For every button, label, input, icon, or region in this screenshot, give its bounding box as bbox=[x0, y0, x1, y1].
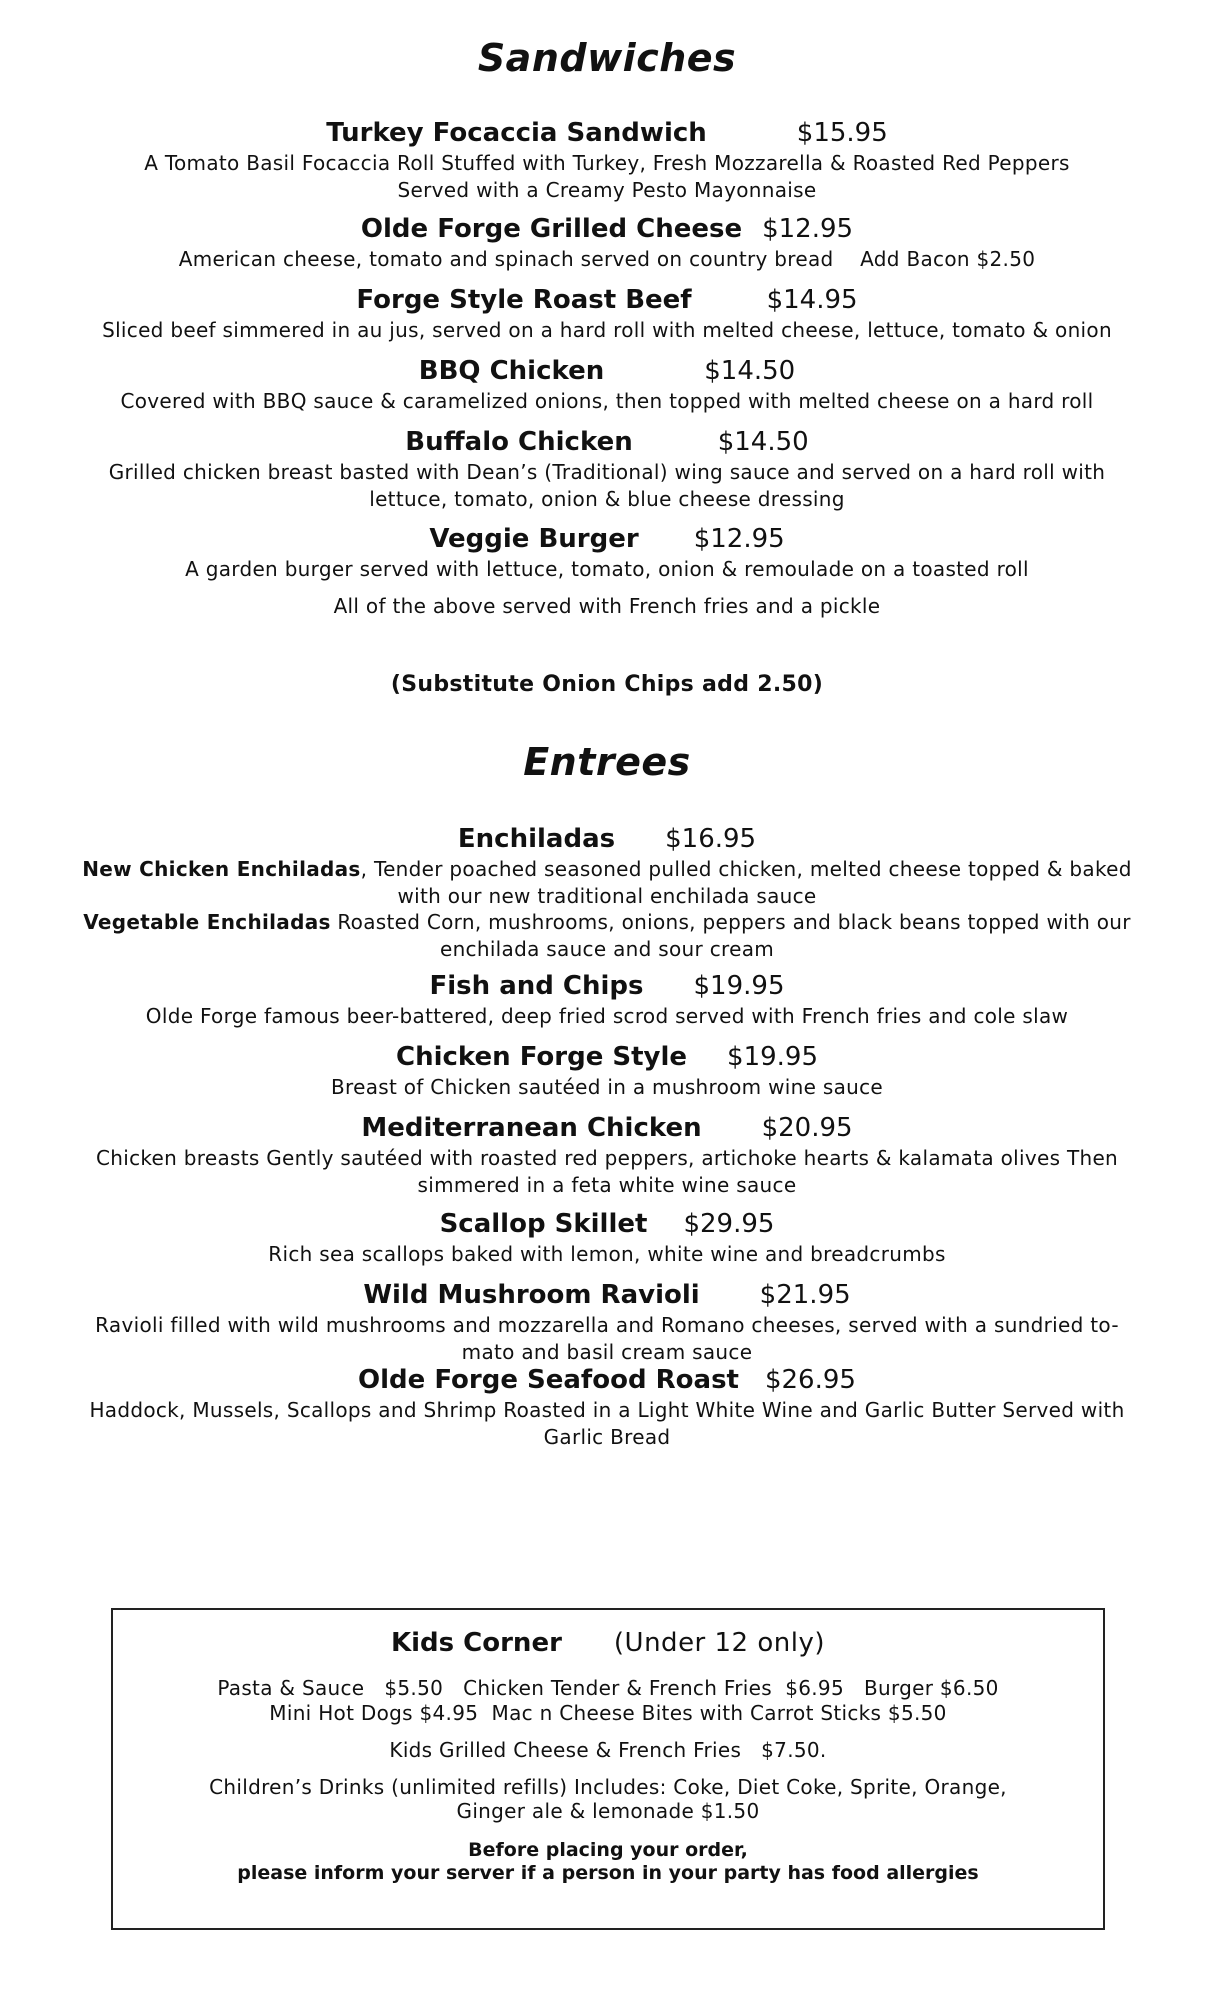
item-description: mato and basil cream sauce bbox=[461, 1339, 753, 1364]
kids-drinks-line: Ginger ale & lemonade $1.50 bbox=[456, 1799, 760, 1823]
item-description: Rich sea scallops baked with lemon, white wine and breadcrumbs bbox=[268, 1242, 946, 1266]
item-name: Forge Style Roast Beef bbox=[356, 285, 692, 315]
item-description: American cheese, tomato and spinach served on country bread Add Bacon $2.50 bbox=[178, 247, 1036, 271]
sandwiches-footnote: All of the above served with French fries and a pickle bbox=[333, 594, 881, 618]
item-name: BBQ Chicken bbox=[418, 356, 605, 386]
menu-item-buffalo-chicken bbox=[40, 425, 1174, 512]
kids-corner-header bbox=[113, 1628, 1103, 1658]
item-price: $12.95 bbox=[762, 214, 854, 244]
menu-item-seafood-roast bbox=[40, 1363, 1174, 1450]
kids-menu-line: Pasta & Sauce $5.50 Chicken Tender & French Fries $6.95 Burger $6.50 bbox=[217, 1676, 999, 1700]
menu-item-enchiladas bbox=[40, 822, 1174, 962]
item-description: Olde Forge famous beer-battered, deep fried scrod served with French fries and cole slaw bbox=[145, 1004, 1069, 1028]
item-name: Veggie Burger bbox=[429, 524, 639, 554]
item-description: A Tomato Basil Focaccia Roll Stuffed with Turkey, Fresh Mozzarella & Roasted Red Peppers bbox=[144, 151, 1070, 175]
item-description bbox=[40, 910, 1174, 936]
item-description bbox=[40, 857, 1174, 883]
kids-drinks-line: Children’s Drinks (unlimited refills) Includes: Coke, Diet Coke, Sprite, Orange, bbox=[209, 1775, 1007, 1799]
menu-item-scallop-skillet bbox=[40, 1207, 1174, 1268]
item-name: Scallop Skillet bbox=[439, 1209, 648, 1239]
allergy-notice: Before placing your order, bbox=[468, 1839, 748, 1861]
menu-item-mediterranean-chicken bbox=[40, 1111, 1174, 1198]
item-description: simmered in a feta white wine sauce bbox=[417, 1172, 797, 1197]
menu-item-chicken-forge-style bbox=[40, 1040, 1174, 1101]
item-price: $19.95 bbox=[727, 1042, 819, 1072]
item-name: Mediterranean Chicken bbox=[361, 1113, 702, 1143]
item-description: Covered with BBQ sauce & caramelized onions, then topped with melted cheese on a hard roll bbox=[120, 389, 1094, 413]
kids-corner-box bbox=[111, 1608, 1105, 1930]
section-title-sandwiches: Sandwiches bbox=[477, 36, 737, 80]
item-description: Grilled chicken breast basted with Dean’s (Traditional) wing sauce and served on a hard roll with bbox=[108, 460, 1106, 484]
menu-item-grilled-cheese bbox=[40, 212, 1174, 273]
menu-item-roast-beef bbox=[40, 283, 1174, 344]
item-description: Served with a Creamy Pesto Mayonnaise bbox=[397, 177, 817, 202]
kids-menu-line: Kids Grilled Cheese & French Fries $7.50. bbox=[389, 1738, 827, 1762]
item-description: A garden burger served with lettuce, tomato, onion & remoulade on a toasted roll bbox=[185, 557, 1029, 581]
vegetable-enchiladas-label: Vegetable Enchiladas bbox=[83, 910, 331, 934]
menu-item-bbq-chicken bbox=[40, 354, 1174, 415]
item-name: Turkey Focaccia Sandwich bbox=[326, 118, 707, 148]
section-title-entrees: Entrees bbox=[523, 740, 691, 784]
menu-item-veggie-burger bbox=[40, 522, 1174, 583]
item-price: $15.95 bbox=[796, 118, 888, 148]
item-description: Haddock, Mussels, Scallops and Shrimp Roasted in a Light White Wine and Garlic Butter Served with bbox=[89, 1398, 1125, 1422]
item-description: Sliced beef simmered in au jus, served on a hard roll with melted cheese, lettuce, tomato & onion bbox=[102, 318, 1112, 342]
item-price: $20.95 bbox=[761, 1113, 853, 1143]
item-price: $16.95 bbox=[665, 824, 757, 854]
item-price: $26.95 bbox=[764, 1365, 856, 1395]
item-price: $14.50 bbox=[717, 427, 809, 457]
kids-corner-subtitle: (Under 12 only) bbox=[613, 1628, 826, 1658]
item-name: Enchiladas bbox=[457, 824, 616, 854]
allergy-notice: please inform your server if a person in your party has food allergies bbox=[237, 1862, 979, 1884]
chicken-enchiladas-label: New Chicken Enchiladas bbox=[82, 857, 361, 881]
item-description: Ravioli filled with wild mushrooms and mozzarella and Romano cheeses, served with a sundried to- bbox=[95, 1313, 1119, 1337]
menu-item-fish-and-chips bbox=[40, 969, 1174, 1030]
item-description: Breast of Chicken sautéed in a mushroom wine sauce bbox=[330, 1075, 884, 1099]
item-name: Fish and Chips bbox=[429, 971, 644, 1001]
item-price: $12.95 bbox=[693, 524, 785, 554]
item-price: $29.95 bbox=[683, 1209, 775, 1239]
item-name: Olde Forge Grilled Cheese bbox=[360, 214, 743, 244]
item-description: with our new traditional enchilada sauce bbox=[397, 883, 817, 908]
item-description-text: Roasted Corn, mushrooms, onions, peppers and black beans topped with our bbox=[330, 910, 1131, 934]
item-description-text: , Tender poached seasoned pulled chicken, melted cheese topped & baked bbox=[360, 857, 1132, 881]
substitute-note: (Substitute Onion Chips add 2.50) bbox=[390, 672, 824, 697]
item-name: Olde Forge Seafood Roast bbox=[358, 1365, 739, 1395]
item-description: enchilada sauce and sour cream bbox=[439, 936, 775, 961]
kids-menu-line: Mini Hot Dogs $4.95 Mac n Cheese Bites with Carrot Sticks $5.50 bbox=[269, 1701, 947, 1725]
menu-item-turkey-focaccia bbox=[40, 116, 1174, 203]
menu-item-wild-mushroom-ravioli bbox=[40, 1278, 1174, 1365]
item-name: Buffalo Chicken bbox=[405, 427, 633, 457]
item-description: lettuce, tomato, onion & blue cheese dressing bbox=[369, 486, 845, 511]
item-price: $21.95 bbox=[759, 1280, 851, 1310]
item-price: $14.50 bbox=[704, 356, 796, 386]
item-description: Chicken breasts Gently sautéed with roasted red peppers, artichoke hearts & kalamata olives Then bbox=[95, 1146, 1119, 1170]
item-name: Chicken Forge Style bbox=[395, 1042, 688, 1072]
kids-corner-title: Kids Corner bbox=[390, 1628, 562, 1658]
item-description: Garlic Bread bbox=[543, 1424, 671, 1449]
item-name: Wild Mushroom Ravioli bbox=[363, 1280, 700, 1310]
item-price: $14.95 bbox=[766, 285, 858, 315]
item-price: $19.95 bbox=[693, 971, 785, 1001]
